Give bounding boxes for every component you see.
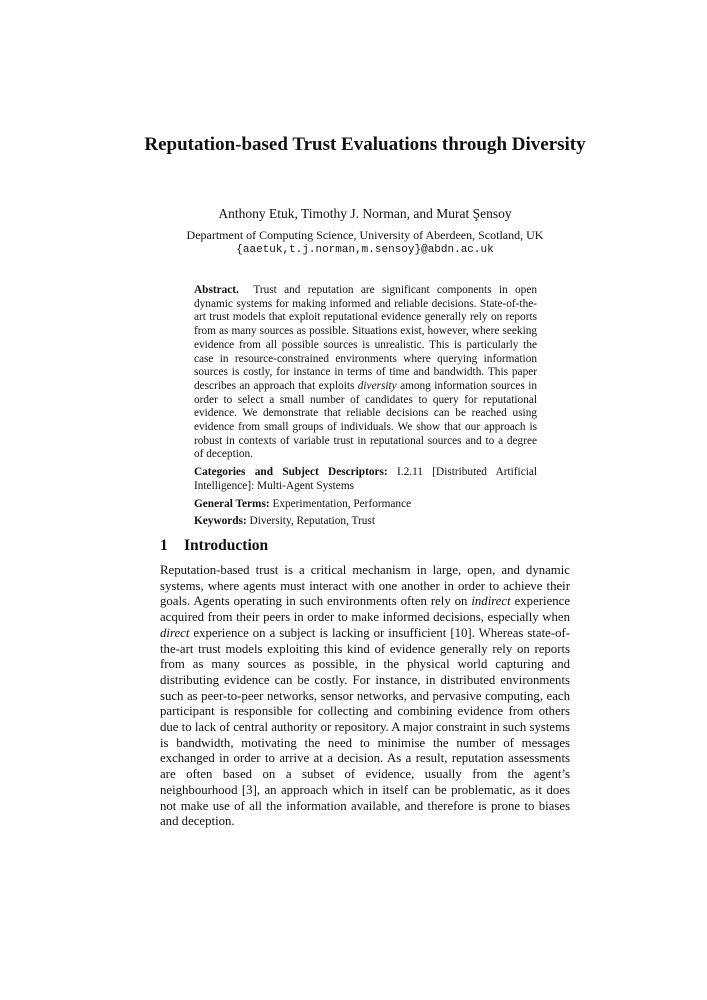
abstract-block [194,284,537,533]
abstract-text-1: Trust and reputation are significant components in open dynamic systems for making informed and reliable decisions. State-of-the-art trust models that exploit reputational evidence generally rely on reports from as many sources as possible. Situations exist, however, where seeking evidence from all possible sources is unrealistic. This is particularly the case in resource-constrained environments where querying information sources is costly, for instance in terms of time and bandwidth. This paper describes an approach that exploits [194,284,537,392]
general-terms-text: Experimentation, Performance [272,497,412,510]
categories [194,466,537,493]
keywords [194,515,537,529]
abstract [194,284,537,462]
author-list: Anthony Etuk, Timothy J. Norman, and Murat Şensoy [218,206,512,221]
intro-text-3: experience on a subject is lacking or insufficient [10]. Whereas state-of-the-art trust models exploiting this kind of evidence generally rely on reports from as many sources as possible, in the physical world capturing and distributing evidence can be costly. For instance, in distributed environments such as peer-to-peer networks, sensor networks, and pervasive computing, each participant is responsible for collecting and combining evidence from others due to lack of central authority or repository. A major constraint in such systems is bandwidth, motivating the need to minimise the number of messages exchanged in order to arrive at a decision. As a result, reputation assessments are often based on a subset of evidence, usually from the agent’s neighbourhood [3], an approach which in itself can be problematic, as it does not make use of all the information available, and therefore is prone to biases and deception. [160,625,571,829]
section-heading [160,536,580,556]
intro-text-1: Reputation-based trust is a critical mechanism in large, open, and dynamic systems, where agents must interact with one another in order to achieve their goals. Agents operating in such environments often rely on [160,563,570,609]
intro-paragraph [160,563,570,830]
section-title: Introduction [184,537,269,554]
general-terms [194,498,537,512]
intro-italic-direct: direct [160,625,190,640]
paper-title: Reputation-based Trust Evaluations through Diversity [144,134,586,155]
keywords-text: Diversity, Reputation, Trust [249,515,375,528]
affiliation-text: Department of Computing Science, University of Aberdeen, Scotland, UK [186,228,544,242]
abstract-text-2: among information sources in order to select a small number of candidates to query for reputational evidence. We demonstrate that reliable decisions can be reached using evidence from small groups of individuals. We show that our approach is robust in contexts of variable trust in reputational sources and to a degree of deception. [194,379,537,461]
intro-italic-indirect: indirect [471,594,511,609]
categories-text: I.2.11 [Distributed Artificial Intelligence]: Multi-Agent Systems [194,466,537,492]
categories-label: Categories and Subject Descriptors: [194,466,388,479]
section-number: 1 [160,537,168,554]
affiliation-block [100,228,630,258]
abstract-label: Abstract. [194,284,239,296]
abstract-italic-term: diversity [357,379,397,392]
keywords-label: Keywords: [194,515,247,528]
author-email: {aaetuk,t.j.norman,m.sensoy}@abdn.ac.uk [236,244,494,256]
general-terms-label: General Terms: [194,497,270,510]
intro-text-2: experience acquired from their peers in order to make informed decisions, especially when [160,594,571,625]
